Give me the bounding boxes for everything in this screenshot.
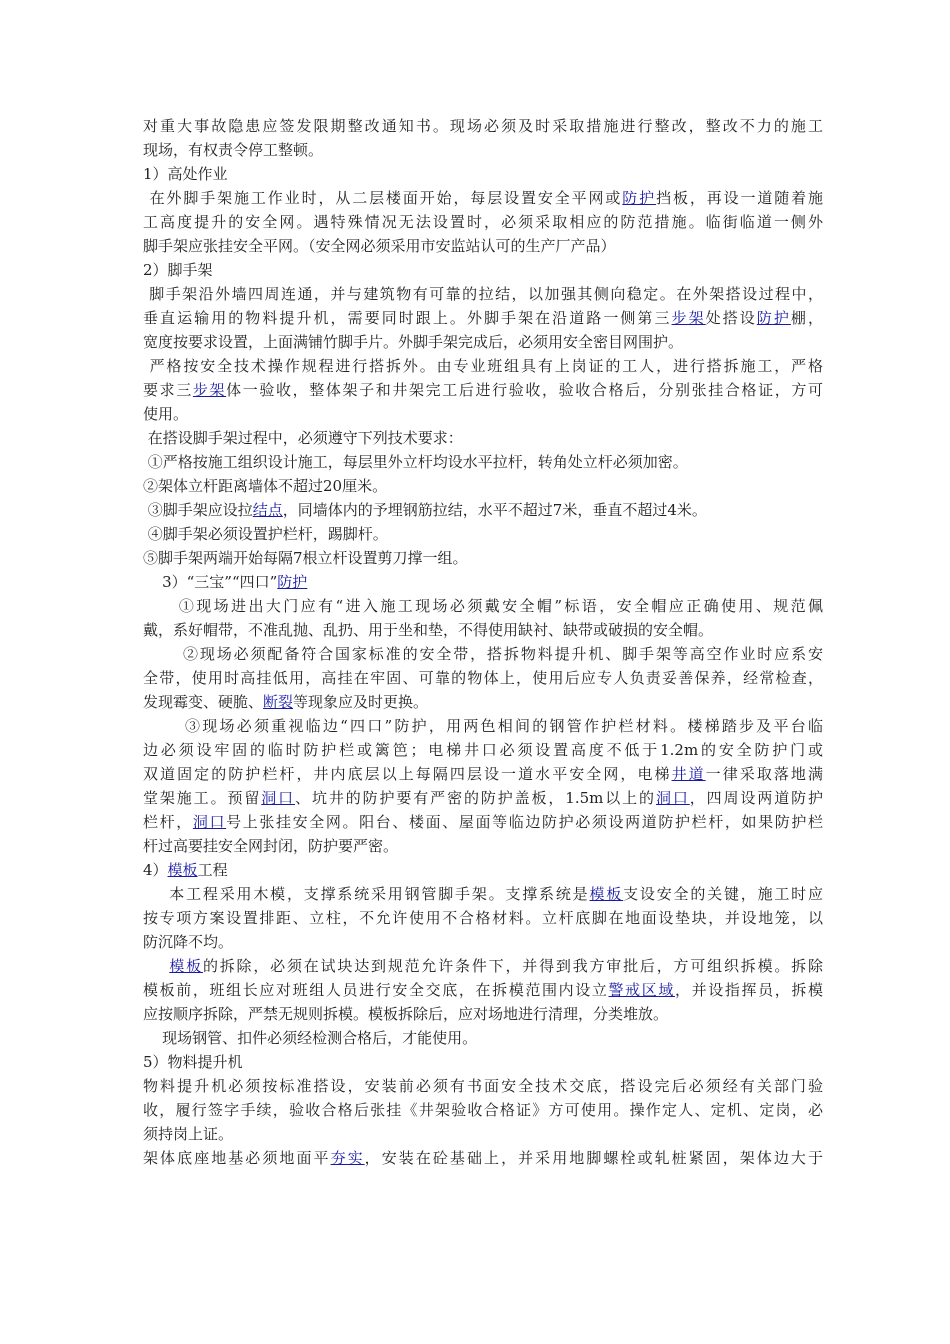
- hyperlink[interactable]: 模板: [167, 861, 198, 879]
- text-segment: ，四周设两道防护: [689, 789, 823, 807]
- text-segment: 双道固定的防护栏杆，井内底层以上每隔四层设一道水平安全网，电梯: [143, 765, 672, 783]
- text-segment: 、坑井的防护要有严密的防护盖板，1.5m以上的: [295, 789, 656, 807]
- text-segment: ②架体立杆距离墙体不超过20厘米。: [143, 477, 388, 495]
- text-line: [143, 474, 823, 498]
- hyperlink[interactable]: 防护: [622, 189, 657, 207]
- text-segment: 收，履行签字手续，验收合格后张挂《井架验收合格证》方可使用。操作定人、定机、定岗，必: [143, 1101, 823, 1119]
- text-line: [143, 1050, 823, 1074]
- text-line: [143, 594, 823, 618]
- text-segment: 1）高处作业: [143, 165, 228, 183]
- text-line: [143, 954, 823, 978]
- text-segment: 支设安全的关键，施工时应: [623, 885, 823, 903]
- text-segment: ③脚手架应设拉: [143, 501, 253, 519]
- text-segment: 等现象应及时更换。: [293, 693, 429, 711]
- hyperlink[interactable]: 洞口: [261, 789, 296, 807]
- hyperlink[interactable]: 防护: [756, 309, 791, 327]
- text-segment: 对重大事故隐患应签发限期整改通知书。现场必须及时采取措施进行整改，整改不力的施工: [143, 117, 823, 135]
- text-segment: 在外脚手架施工作业时，从二层楼面开始，每层设置安全平网或: [143, 189, 623, 207]
- text-line: [143, 570, 823, 594]
- text-segment: ⑤脚手架两端开始每隔7根立杆设置剪刀撑一组。: [143, 549, 468, 567]
- hyperlink[interactable]: 断裂: [263, 693, 294, 711]
- text-line: [143, 834, 823, 858]
- text-segment: ①现场进出大门应有“进入施工现场必须戴安全帽”标语，安全帽应正确使用、规范佩: [143, 597, 823, 615]
- text-line: [143, 162, 823, 186]
- hyperlink[interactable]: 井道: [671, 765, 706, 783]
- text-line: [143, 378, 823, 402]
- hyperlink[interactable]: 防护: [277, 573, 308, 591]
- text-segment: 架体底座地基必须地面平: [143, 1149, 331, 1167]
- text-line: [143, 354, 823, 378]
- text-line: [143, 714, 823, 738]
- hyperlink[interactable]: 步架: [671, 309, 706, 327]
- text-line: [143, 642, 823, 666]
- text-line: [143, 258, 823, 282]
- text-segment: 一律采取落地满: [705, 765, 823, 783]
- text-segment: 模板前，班组长应对班组人员进行安全交底，在拆模范围内设立: [143, 981, 609, 999]
- text-line: [143, 138, 823, 162]
- text-line: [143, 210, 823, 234]
- text-segment: 堂架施工。预留: [143, 789, 262, 807]
- hyperlink[interactable]: 洞口: [192, 813, 227, 831]
- text-line: [143, 1146, 823, 1170]
- text-segment: 挡板，再设一道随着施: [656, 189, 823, 207]
- text-segment: ③现场必须重视临边“四口”防护，用两色相间的钢管作护栏材料。楼梯踏步及平台临: [143, 717, 823, 735]
- text-line: [143, 978, 823, 1002]
- text-line: [143, 282, 823, 306]
- text-segment: 要求三: [143, 381, 193, 399]
- text-segment: 4）: [143, 861, 168, 879]
- hyperlink[interactable]: 夯实: [330, 1149, 365, 1167]
- text-line: [143, 690, 823, 714]
- text-segment: 使用。: [143, 405, 189, 423]
- text-line: [143, 882, 823, 906]
- hyperlink[interactable]: 模板: [169, 957, 203, 975]
- text-line: [143, 1122, 823, 1146]
- text-segment: 现场，有权责令停工整顿。: [143, 141, 324, 159]
- text-line: [143, 498, 823, 522]
- text-line: [143, 1098, 823, 1122]
- text-line: [143, 738, 823, 762]
- text-line: [143, 930, 823, 954]
- text-line: [143, 114, 823, 138]
- text-line: [143, 1026, 823, 1050]
- document-body: [143, 114, 823, 1170]
- text-line: [143, 546, 823, 570]
- text-segment: 栏杆，: [143, 813, 193, 831]
- text-segment: 工高度提升的安全网。遇特殊情况无法设置时，必须采取相应的防范措施。临街临道一侧外: [143, 213, 823, 231]
- text-line: [143, 306, 823, 330]
- text-segment: ②现场必须配备符合国家标准的安全带，搭拆物料提升机、脚手架等高空作业时应系安: [143, 645, 823, 663]
- text-segment: ，同墙体内的予埋钢筋拉结，水平不超过7米，垂直不超过4米。: [282, 501, 707, 519]
- hyperlink[interactable]: 模板: [589, 885, 624, 903]
- text-line: [143, 186, 823, 210]
- text-line: [143, 906, 823, 930]
- text-segment: 垂直运输用的物料提升机，需要同时跟上。外脚手架在沿道路一侧第三: [143, 309, 672, 327]
- text-segment: 现场钢管、扣件必须经检测合格后，才能使用。: [143, 1029, 478, 1047]
- text-line: [143, 618, 823, 642]
- text-segment: ，安装在砼基础上，并采用地脚螺栓或轧桩紧固，架体边大于: [364, 1149, 823, 1167]
- text-segment: 工程: [197, 861, 228, 879]
- text-line: [143, 786, 823, 810]
- text-segment: 按专项方案设置排距、立柱，不允许使用不合格材料。立杆底脚在地面设垫块，并设地笼，以: [143, 909, 823, 927]
- text-segment: 体一验收，整体架子和井架完工后进行验收，验收合格后，分别张挂合格证，方可: [226, 381, 823, 399]
- text-segment: 本工程采用木模，支撑系统采用钢管脚手架。支撑系统是: [143, 885, 590, 903]
- text-segment: 防沉降不均。: [143, 933, 234, 951]
- text-segment: 2）脚手架: [143, 261, 213, 279]
- text-segment: 须持岗上证。: [143, 1125, 234, 1143]
- text-line: [143, 234, 823, 258]
- text-segment: 全带，使用时高挂低用，高挂在牢固、可靠的物体上，使用后应专人负责妥善保养，经常检查，: [143, 669, 823, 687]
- text-segment: 宽度按要求设置，上面满铺竹脚手片。外脚手架完成后，必须用安全密目网围护。: [143, 333, 684, 351]
- hyperlink[interactable]: 结点: [252, 501, 283, 519]
- text-segment: 号上张挂安全网。阳台、楼面、屋面等临边防护必须设两道防护栏杆，如果防护栏: [226, 813, 823, 831]
- text-segment: 3）“三宝”“四口”: [143, 573, 278, 591]
- text-line: [143, 522, 823, 546]
- text-segment: 5）物料提升机: [143, 1053, 243, 1071]
- text-segment: 杆过高要挂安全网封闭，防护要严密。: [143, 837, 399, 855]
- hyperlink[interactable]: 步架: [192, 381, 227, 399]
- text-segment: 应按顺序拆除，严禁无规则拆模。模板拆除后，应对场地进行清理，分类堆放。: [143, 1005, 669, 1023]
- text-segment: 脚手架应张挂安全平网。（安全网必须采用市安监站认可的生产厂产品）: [143, 237, 616, 255]
- text-segment: 处搭设: [705, 309, 757, 327]
- text-segment: ，并设指挥员，拆模: [674, 981, 823, 999]
- text-line: [143, 858, 823, 882]
- text-segment: 戴，系好帽带，不准乱抛、乱扔、用于坐和垫，不得使用缺衬、缺带或破损的安全帽。: [143, 621, 714, 639]
- text-line: [143, 666, 823, 690]
- text-line: [143, 330, 823, 354]
- hyperlink[interactable]: 洞口: [655, 789, 690, 807]
- text-segment: 在搭设脚手架过程中，必须遵守下列技术要求：: [143, 429, 463, 447]
- text-line: [143, 762, 823, 786]
- text-line: [143, 426, 823, 450]
- text-segment: [143, 957, 169, 975]
- text-line: [143, 1074, 823, 1098]
- text-segment: ④脚手架必须设置护栏杆，踢脚杆。: [143, 525, 388, 543]
- text-segment: 的拆除，必须在试块达到规范允许条件下，并得到我方审批后，方可组织拆模。拆除: [202, 957, 823, 975]
- text-segment: 边必须设牢固的临时防护栏或篱笆；电梯井口必须设置高度不低于1.2m的安全防护门或: [143, 741, 823, 759]
- text-line: [143, 810, 823, 834]
- text-segment: 发现霉变、硬脆、: [143, 693, 264, 711]
- hyperlink[interactable]: 警戒区域: [608, 981, 675, 999]
- text-line: [143, 450, 823, 474]
- text-segment: 物料提升机必须按标准搭设，安装前必须有书面安全技术交底，搭设完后必须经有关部门验: [143, 1077, 823, 1095]
- text-line: [143, 1002, 823, 1026]
- text-segment: 棚，: [790, 309, 823, 327]
- text-segment: 严格按安全技术操作规程进行搭拆外。由专业班组具有上岗证的工人，进行搭拆施工，严格: [143, 357, 823, 375]
- text-segment: ①严格按施工组织设计施工，每层里外立杆均设水平拉杆，转角处立杆必须加密。: [143, 453, 688, 471]
- text-segment: 脚手架沿外墙四周连通，并与建筑物有可靠的拉结，以加强其侧向稳定。在外架搭设过程中，: [143, 285, 823, 303]
- text-line: [143, 402, 823, 426]
